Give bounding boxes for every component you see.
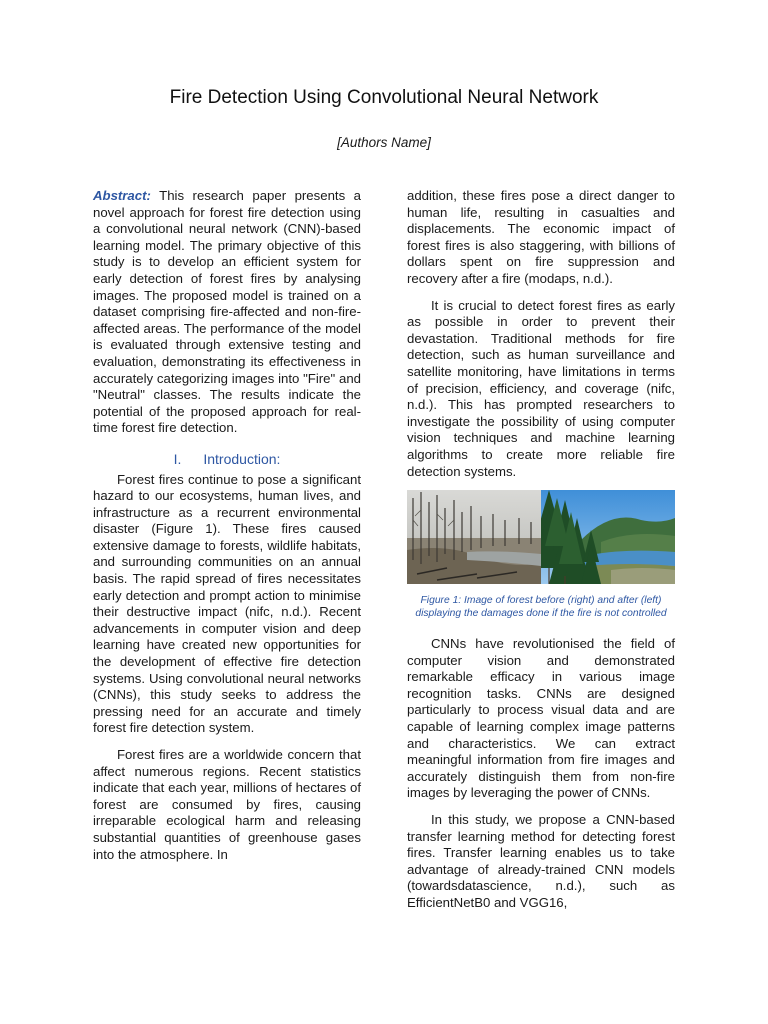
- body-paragraph-continued: addition, these fires pose a direct danger to human life, resulting in casualties and displacements. The economic impact of forest fires is also staggering, with billions of dollars spent on fire suppression and recovery after a fire (modaps, n.d.).: [407, 188, 675, 286]
- intro-paragraph-2: Forest fires are a worldwide concern that affect numerous regions. Recent statistics indicate that each year, millions of hectares of forest are consumed by fires, causing irreparable ecological harm and releasing substantial quantities of greenhouse gases into the atmosphere. In: [93, 747, 361, 862]
- forest-before-fire-image: [541, 490, 675, 584]
- right-column: [407, 188, 675, 922]
- body-paragraph-this-study: In this study, we propose a CNN-based transfer learning method for detecting forest fires. Transfer learning enables us to take advantage of already-trained CNN models (towardsdatascience, n.d.), such as EfficientNetB0 and VGG16,: [407, 812, 675, 910]
- body-paragraph-cnns: CNNs have revolutionised the field of computer vision and demonstrated remarkable efficacy in various image recognition tasks. CNNs are designed particularly to process visual data and are capable of learning complex image patterns and characteristics. We can extract meaningful information from fire images and accurately distinguish them from non-fire images by leveraging the power of CNNs.: [407, 636, 675, 801]
- section-title: Introduction:: [203, 450, 281, 467]
- section-heading: [93, 451, 361, 468]
- abstract-label: Abstract:: [93, 188, 151, 203]
- figure-1-caption: Figure 1: Image of forest before (right) and after (left) displaying the damages done if the fire is not controlled: [415, 595, 667, 620]
- figure-1: [407, 490, 675, 584]
- body-paragraph-early-detection: It is crucial to detect forest fires as early as possible in order to prevent their devastation. Traditional methods for fire detection, such as human surveillance and satellite monitoring, have limitations in terms of precision, efficiency, and coverage (nifc, n.d.). This has prompted researchers to investigate the possibility of using computer vision techniques and machine learning algorithms to create more reliable fire detection systems.: [407, 297, 675, 479]
- paper-title: Fire Detection Using Convolutional Neural Network: [169, 87, 599, 108]
- abstract-paragraph: [93, 188, 361, 437]
- abstract-text: This research paper presents a novel approach for forest fire detection using a convolutional neural network (CNN)-based learning model. The primary objective of this study is to develop an efficient system for early detection of forest fires by analysing images. The proposed model is trained on a dataset comprising fire-affected and non-fire-affected areas. The performance of the model is evaluated through extensive testing and evaluation, demonstrating its effectiveness in accurately categorizing images into "Fire" and "Neutral" classes. The results indicate the potential of the proposed approach for real-time forest fire detection.: [93, 188, 361, 436]
- intro-paragraph-1: Forest fires continue to pose a significant hazard to our ecosystems, human lives, and infrastructure as a recurrent environmental disaster (Figure 1). These fires caused extensive damage to forests, wildlife habitats, and surrounding communities on an annual basis. The rapid spread of fires necessitates early detection and prompt action to minimise their destructive impact (nifc, n.d.). Recent advancements in computer vision and deep learning have created new opportunities for the development of effective fire detection systems. Using convolutional neural networks (CNNs), this study seeks to address the pressing need for an accurate and timely forest fire detection system.: [93, 471, 361, 736]
- left-column: [93, 188, 361, 873]
- authors-line: [Authors Name]: [337, 135, 431, 150]
- forest-after-fire-image: [407, 490, 541, 584]
- section-number: I.: [173, 450, 182, 467]
